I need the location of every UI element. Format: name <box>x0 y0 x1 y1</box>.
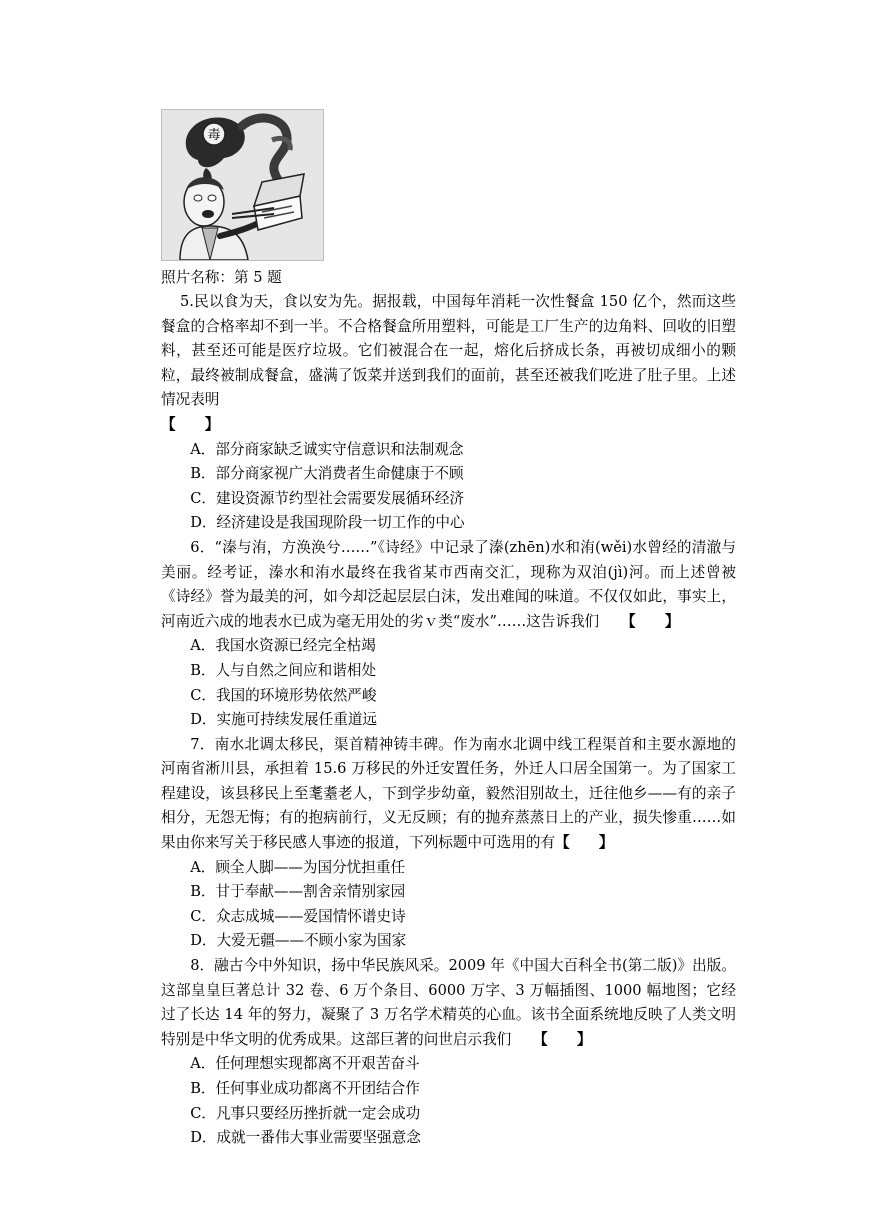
question-stem-text: 5.民以食为天，食以安为先。据报载，中国每年消耗一次性餐盒 150 亿个，然而这些餐盒的合格率却不到一半。不合格餐盒所用塑料，可能是工厂生产的边角料、回收的旧塑料，甚至还可能是医疗垃圾。它们被混合在一起，熔化后挤成长条，再被切成细小的颗粒，最终被制成餐盒，盛满了饭菜并送到我们的面前，甚至还被我们吃进了肚子里。上述情况表明 <box>161 293 736 409</box>
option-c: C．我国的环境形势依然严峻 <box>190 686 377 704</box>
question-5 <box>161 290 736 536</box>
option-c: C．凡事只要经历挫折就一定会成功 <box>190 1104 421 1122</box>
option-a: A．我国水资源已经完全枯竭 <box>190 637 376 655</box>
answer-brackets: 【 】 <box>628 612 680 630</box>
option-b: B．人与自然之间应和谐相处 <box>190 661 377 679</box>
question-stem-text: 8．融古今中外知识，扬中华民族风采。2009 年《中国大百科全书(第二版)》出版。这部皇皇巨著总计 32 卷、6 万个条目、6000 万字、3 万幅插图、1000 幅地图；它经过了长达 14 年的努力，凝聚了 3 万名学术精英的心血。该书全面系统地反映了人类文明特别是中华文明的优秀成果。这部巨著的问世启示我们 <box>161 957 736 1048</box>
option-d: D．经济建设是我国现阶段一切工作的中心 <box>190 514 465 532</box>
option-a: A．任何理想实现都离不开艰苦奋斗 <box>190 1055 420 1073</box>
option-d: D．大爱无疆——不顾小家为国家 <box>190 932 407 950</box>
option-a: A．顾全人脚——为国分忧担重任 <box>190 858 406 876</box>
cartoon-drawing <box>162 110 323 260</box>
question-stem <box>161 290 736 438</box>
figure-caption: 照片名称：第 5 题 <box>161 269 282 286</box>
cartoon-illustration <box>161 109 324 261</box>
question-7 <box>161 733 736 954</box>
option-c: C．众志成城——爱国情怀谱史诗 <box>190 907 406 925</box>
question-8 <box>161 954 736 1151</box>
option-c: C．建设资源节约型社会需要发展循环经济 <box>190 489 465 507</box>
question-stem <box>161 954 736 1052</box>
option-d: D．成就一番伟大事业需要坚强意念 <box>190 1129 421 1147</box>
question-stem <box>161 536 736 634</box>
option-d: D．实施可持续发展任重道远 <box>190 711 378 729</box>
option-b: B．任何事业成功都离不开团结合作 <box>190 1080 420 1097</box>
poison-label: 毒 <box>207 128 221 143</box>
question-stem <box>161 733 736 856</box>
answer-brackets: 【 】 <box>540 1030 592 1048</box>
answer-brackets: 【 】 <box>555 834 614 852</box>
question-stem-text: 7．南水北调太移民，渠首精神铸丰碑。作为南水北调中线工程渠首和主要水源地的河南省淅川县，承担着 15.6 万移民的外迁安置任务，外迁人口居全国第一。为了国家工程建设，该县移民上至耄耋老人，下到学步幼童，毅然泪别故土，迁往他乡——有的亲子相分，无怨无悔；有的抱病前行，义无反顾；有的抛弃蒸蒸日上的产业，损失惨重……如果由你来写关于移民感人事迹的报道，下列标题中可选用的有 <box>161 735 736 852</box>
questions-content <box>161 290 736 1151</box>
option-b: B．甘于奉献——割舍亲情别家园 <box>190 883 406 901</box>
option-b: B．部分商家视广大消费者生命健康于不顾 <box>190 465 464 483</box>
answer-brackets: 【 】 <box>161 415 220 433</box>
question-stem-text: 6．“溱与洧，方涣涣兮……”《诗经》中记录了溱(zhēn)水和洧(wěi)水曾经的清澈与美丽。经考证，溱水和洧水最终在我省某市西南交汇，现称为双洎(jì)河。而上述曾被《诗经》誉为最美的河，如今却泛起层层白沫，发出难闻的味道。不仅仅如此，事实上，河南近六成的地表水已成为毫无用处的劣ｖ类“废水”……这告诉我们 <box>161 538 736 630</box>
question-6 <box>161 536 736 733</box>
option-a: A．部分商家缺乏诚实守信意识和法制观念 <box>190 440 464 458</box>
